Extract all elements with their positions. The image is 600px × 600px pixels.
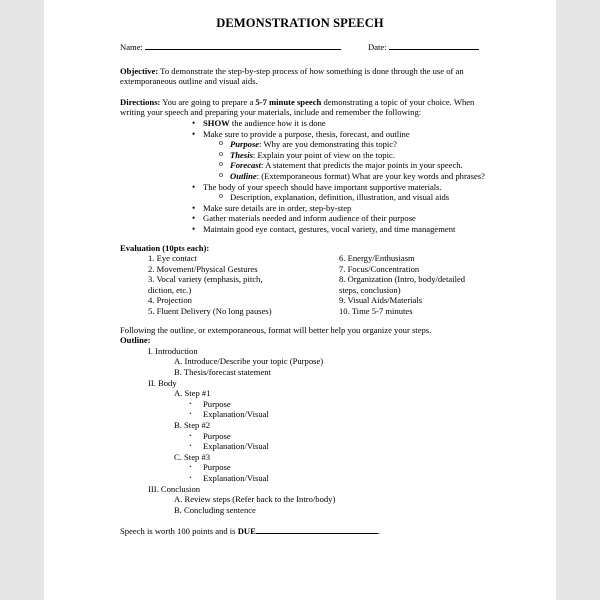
evaluation-item: 4. Projection [148,295,192,306]
body-line: The body of your speech should have important supportive materials. [203,181,442,192]
outline-item: B. Thesis/forecast statement [174,367,271,378]
show-rest: the audience how it is done [229,117,326,128]
directions-text-after: demonstrating a topic of your choice. When writing your speech and preparing your materials, include and remember the following: [120,96,475,118]
evaluation-item: 9. Visual Aids/Materials [339,295,423,306]
outline-item: A. Step #1 [174,388,211,399]
sub-list [203,192,492,203]
evaluation-item: 6. Energy/Enthusiasm [339,253,415,264]
name-label: Name: [120,41,143,52]
objective-label: Objective: [120,65,159,76]
sub-text: : Explain your point of view on the topic. [252,149,395,160]
sub-item-forecast [219,160,492,171]
footer-text: Speech is worth 100 points and is [120,526,238,537]
evaluation-item: 10. Time 5-7 minutes [339,306,413,317]
list-item: • Maintain good eye contact, gestures, vocal variety, and time management [192,224,492,235]
sub-label: Purpose [230,139,260,150]
outline-section: II. Body [148,377,177,388]
outline-label: Outline: [120,335,151,346]
outline-subitem: · Explanation/Visual [203,409,556,420]
evaluation-item: 3. Vocal variety (emphasis, pitch, [148,274,263,285]
outline-section: I. Introduction [148,345,198,356]
footer-line [120,525,556,537]
list-item [192,129,492,182]
name-date-row [120,41,556,55]
name-field[interactable] [120,41,341,53]
name-blank[interactable] [145,41,341,50]
sub-text: : (Extemporaneous format) What are your key words and phrases? [256,170,485,181]
outline-item: A. Review steps (Refer back to the Intro/body) [174,494,336,505]
outline-subitem: · Purpose [203,431,556,442]
sub-label: Outline [230,170,257,181]
directions-text-before: You are going to prepare a [160,96,256,107]
sub-list [203,139,492,181]
directions-bold-phrase: 5-7 minute speech [255,96,322,107]
outline-item: B. Step #2 [174,420,211,430]
document-page [44,0,556,600]
objective-paragraph [120,66,485,87]
outline-subitem: · Explanation/Visual [203,441,556,452]
evaluation-item: diction, etc.) [148,284,192,295]
date-field[interactable] [368,41,479,53]
objective-text: To demonstrate the step-by-step process of how something is done through the use of an extemporaneous outline and visual aids. [120,65,464,87]
outline-subitem: · Explanation/Visual [203,473,556,484]
sub-item-body: o Description, explanation, definition, illustration, and visual aids [219,192,492,203]
sub-label: Thesis [230,149,253,160]
show-bold: SHOW [203,117,230,128]
list-item: • Make sure details are in order, step-by-step [192,203,492,214]
sub-text: : Why are you demonstrating this topic? [259,139,397,150]
date-label: Date: [368,41,387,52]
footer-end: . [377,526,380,537]
outline-item: C. Step #3 [174,451,211,462]
directions-paragraph [120,97,485,118]
evaluation-title: Evaluation (10pts each): [120,242,210,253]
evaluation-item: 8. Organization (Intro, body/detailed [339,274,466,285]
outline-item: B. Concluding sentence [174,504,256,515]
outline-section: III. Conclusion [148,483,201,494]
evaluation-left-column [148,253,339,317]
sub-text: : A statement that predicts the major points in your speech. [261,160,463,171]
outline-item: A. Introduce/Describe your topic (Purpose) [174,356,324,367]
directions-list [120,118,492,235]
evaluation-item: 1. Eye contact [148,253,197,264]
list-item: • Gather materials needed and inform audience of their purpose [192,213,492,224]
evaluation-item: 2. Movement/Physical Gestures [148,263,258,274]
outline-subitem: · Purpose [203,399,556,410]
sub-item-outline [219,171,492,182]
document-title: DEMONSTRATION SPEECH [216,16,384,30]
outline-intro: Following the outline, or extemporaneous, format will better help you organize your steps. [120,324,432,335]
sub-label: Forecast [230,160,262,171]
evaluation-right-column [339,253,489,317]
purpose-line: Make sure to provide a purpose, thesis, forecast, and outline [203,128,410,139]
date-blank[interactable] [389,41,479,50]
list-item [192,182,492,203]
evaluation-grid [148,253,518,317]
directions-label: Directions: [120,96,161,107]
evaluation-item: 5. Fluent Delivery (No long pauses) [148,306,272,317]
evaluation-item: steps, conclusion) [339,284,401,295]
sub-item-thesis [219,150,492,161]
due-label: DUE [237,526,256,537]
list-item [192,118,492,129]
evaluation-item: 7. Focus/Concentration [339,263,420,274]
outline-subitem: · Purpose [203,462,556,473]
due-date-blank[interactable] [256,525,380,537]
sub-item-purpose [219,139,492,150]
